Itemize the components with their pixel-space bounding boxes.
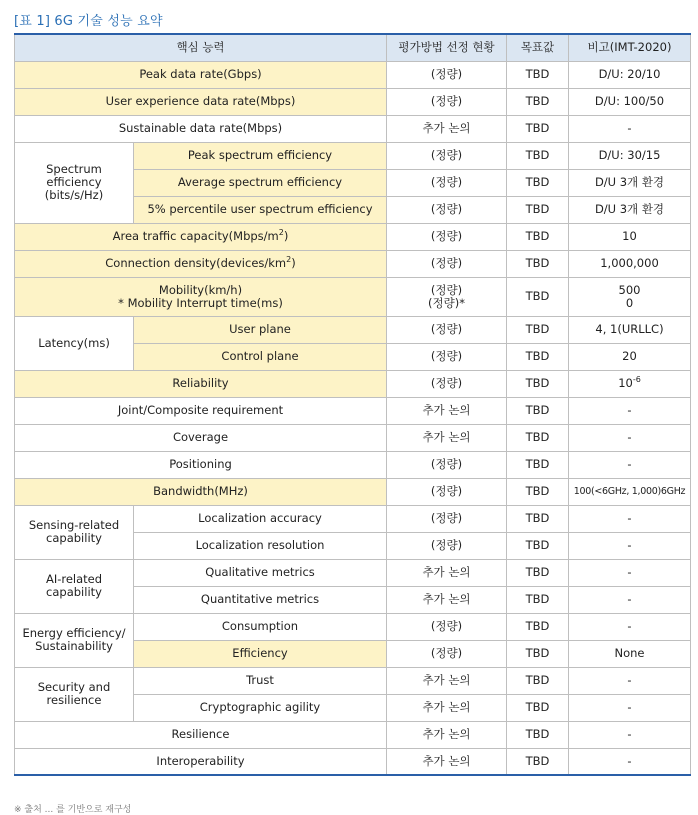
capability-cell: Positioning <box>15 451 387 478</box>
target-cell: TBD <box>507 667 569 694</box>
capability-cell: Average spectrum efficiency <box>134 169 387 196</box>
method-cell: (정량) <box>387 451 507 478</box>
table-row <box>15 478 691 505</box>
capability-cell: Consumption <box>134 613 387 640</box>
table-row <box>15 748 691 775</box>
method-cell: (정량) <box>387 196 507 223</box>
method-cell: (정량) <box>387 316 507 343</box>
table-row <box>15 559 691 586</box>
capability-cell: Trust <box>134 667 387 694</box>
table-row <box>15 115 691 142</box>
method-cell: 추가 논의 <box>387 586 507 613</box>
superscript: -6 <box>632 375 641 385</box>
capability-cell: Reliability <box>15 370 387 397</box>
method-cell: (정량) <box>387 169 507 196</box>
capability-cell: User plane <box>134 316 387 343</box>
target-cell: TBD <box>507 115 569 142</box>
remark-cell: - <box>569 694 691 721</box>
capability-cell <box>15 223 387 250</box>
method-cell: (정량) <box>387 640 507 667</box>
remark-cell <box>569 370 691 397</box>
table-row <box>15 505 691 532</box>
group-cell-spectrum: Spectrum efficiency (bits/s/Hz) <box>15 142 134 223</box>
target-cell: TBD <box>507 478 569 505</box>
remark-cell: - <box>569 586 691 613</box>
method-cell: (정량) <box>387 250 507 277</box>
remark-cell: D/U 3개 환경 <box>569 169 691 196</box>
capability-label: Connection density(devices/km <box>105 256 287 270</box>
target-cell: TBD <box>507 343 569 370</box>
target-cell: TBD <box>507 640 569 667</box>
capability-label-close: ) <box>283 229 289 243</box>
table-footnote: ※ 출처 ... 를 기반으로 재구성 <box>14 805 132 815</box>
remark-cell: 10 <box>569 223 691 250</box>
remark-cell: - <box>569 532 691 559</box>
target-cell: TBD <box>507 196 569 223</box>
capability-cell: Qualitative metrics <box>134 559 387 586</box>
target-cell: TBD <box>507 532 569 559</box>
header-remark: 비고(IMT-2020) <box>569 34 691 61</box>
table-row <box>15 88 691 115</box>
table-row <box>15 721 691 748</box>
remark-cell: - <box>569 559 691 586</box>
table-row <box>15 424 691 451</box>
remark-cell: - <box>569 451 691 478</box>
capability-label: Area traffic capacity(Mbps/m <box>112 229 279 243</box>
table-row <box>15 397 691 424</box>
table-row <box>15 61 691 88</box>
capability-cell: Coverage <box>15 424 387 451</box>
method-cell: (정량) <box>387 343 507 370</box>
method-cell: (정량) <box>387 532 507 559</box>
table-row <box>15 370 691 397</box>
method-cell: (정량) <box>387 370 507 397</box>
remark-cell: - <box>569 115 691 142</box>
target-cell: TBD <box>507 250 569 277</box>
method-cell: 추가 논의 <box>387 748 507 775</box>
target-cell: TBD <box>507 586 569 613</box>
capability-cell: Localization resolution <box>134 532 387 559</box>
capability-label-close: ) <box>291 256 296 270</box>
remark-line: 500 <box>618 282 641 297</box>
header-capability: 핵심 능력 <box>15 34 387 61</box>
remark-cell: 4, 1(URLLC) <box>569 316 691 343</box>
group-cell-latency: Latency(ms) <box>15 316 134 370</box>
capability-cell: User experience data rate(Mbps) <box>15 88 387 115</box>
remark-cell: - <box>569 613 691 640</box>
target-cell: TBD <box>507 613 569 640</box>
target-cell: TBD <box>507 169 569 196</box>
method-cell: (정량) <box>387 223 507 250</box>
method-cell: 추가 논의 <box>387 115 507 142</box>
remark-cell: 1,000,000 <box>569 250 691 277</box>
method-cell: (정량) <box>387 88 507 115</box>
table-row <box>15 667 691 694</box>
method-line: (정량) <box>430 282 463 297</box>
table-header-row <box>15 34 691 61</box>
capability-cell: Efficiency <box>134 640 387 667</box>
group-cell-security: Security and resilience <box>15 667 134 721</box>
table-row <box>15 316 691 343</box>
capability-cell: Joint/Composite requirement <box>15 397 387 424</box>
target-cell: TBD <box>507 694 569 721</box>
capability-cell: Control plane <box>134 343 387 370</box>
capability-cell: Quantitative metrics <box>134 586 387 613</box>
method-cell: (정량) <box>387 505 507 532</box>
capability-cell <box>15 250 387 277</box>
capability-cell: Resilience <box>15 721 387 748</box>
target-cell: TBD <box>507 397 569 424</box>
superscript: 2 <box>286 255 292 265</box>
table-caption: [표 1] 6G 기술 성능 요약 <box>14 14 163 29</box>
target-cell: TBD <box>507 223 569 250</box>
target-cell: TBD <box>507 316 569 343</box>
group-cell-energy: Energy efficiency/ Sustainability <box>15 613 134 667</box>
capability-line: * Mobility Interrupt time(ms) <box>118 295 283 310</box>
method-cell: 추가 논의 <box>387 667 507 694</box>
group-cell-sensing: Sensing-related capability <box>15 505 134 559</box>
remark-cell: 20 <box>569 343 691 370</box>
remark-cell: 100(<6GHz, 1,000)6GHz <box>569 478 691 505</box>
table-row <box>15 142 691 169</box>
target-cell: TBD <box>507 505 569 532</box>
capability-cell: Peak data rate(Gbps) <box>15 61 387 88</box>
capability-cell: Localization accuracy <box>134 505 387 532</box>
remark-base: 10 <box>618 376 633 390</box>
target-cell: TBD <box>507 721 569 748</box>
target-cell: TBD <box>507 277 569 316</box>
method-cell: (정량) <box>387 478 507 505</box>
target-cell: TBD <box>507 142 569 169</box>
performance-table <box>14 33 691 776</box>
target-cell: TBD <box>507 559 569 586</box>
method-cell: 추가 논의 <box>387 424 507 451</box>
superscript: 2 <box>278 228 284 238</box>
table-row <box>15 451 691 478</box>
remark-cell: D/U: 100/50 <box>569 88 691 115</box>
capability-cell: 5% percentile user spectrum efficiency <box>134 196 387 223</box>
method-line: (정량)* <box>428 295 465 310</box>
remark-cell: - <box>569 748 691 775</box>
method-cell: 추가 논의 <box>387 397 507 424</box>
method-cell: (정량) <box>387 61 507 88</box>
remark-cell: - <box>569 667 691 694</box>
method-cell: 추가 논의 <box>387 559 507 586</box>
group-cell-ai: AI-related capability <box>15 559 134 613</box>
method-cell: 추가 논의 <box>387 721 507 748</box>
remark-cell: D/U: 20/10 <box>569 61 691 88</box>
header-method: 평가방법 선정 현황 <box>387 34 507 61</box>
capability-cell: Interoperability <box>15 748 387 775</box>
capability-cell: Peak spectrum efficiency <box>134 142 387 169</box>
table-row <box>15 277 691 316</box>
method-cell: (정량) <box>387 142 507 169</box>
remark-cell: D/U: 30/15 <box>569 142 691 169</box>
capability-cell: Sustainable data rate(Mbps) <box>15 115 387 142</box>
target-cell: TBD <box>507 451 569 478</box>
remark-cell: - <box>569 424 691 451</box>
header-target: 목표값 <box>507 34 569 61</box>
table-row <box>15 223 691 250</box>
capability-cell <box>15 277 387 316</box>
target-cell: TBD <box>507 748 569 775</box>
target-cell: TBD <box>507 61 569 88</box>
target-cell: TBD <box>507 88 569 115</box>
method-cell <box>387 277 507 316</box>
target-cell: TBD <box>507 370 569 397</box>
remark-cell: - <box>569 505 691 532</box>
remark-cell: None <box>569 640 691 667</box>
remark-cell: - <box>569 397 691 424</box>
method-cell: 추가 논의 <box>387 694 507 721</box>
target-cell: TBD <box>507 424 569 451</box>
remark-cell: D/U 3개 환경 <box>569 196 691 223</box>
remark-cell <box>569 277 691 316</box>
table-row <box>15 613 691 640</box>
capability-cell: Cryptographic agility <box>134 694 387 721</box>
capability-line: Mobility(km/h) <box>158 282 243 297</box>
method-cell: (정량) <box>387 613 507 640</box>
remark-cell: - <box>569 721 691 748</box>
remark-line: 0 <box>625 295 634 310</box>
capability-cell: Bandwidth(MHz) <box>15 478 387 505</box>
table-row <box>15 250 691 277</box>
